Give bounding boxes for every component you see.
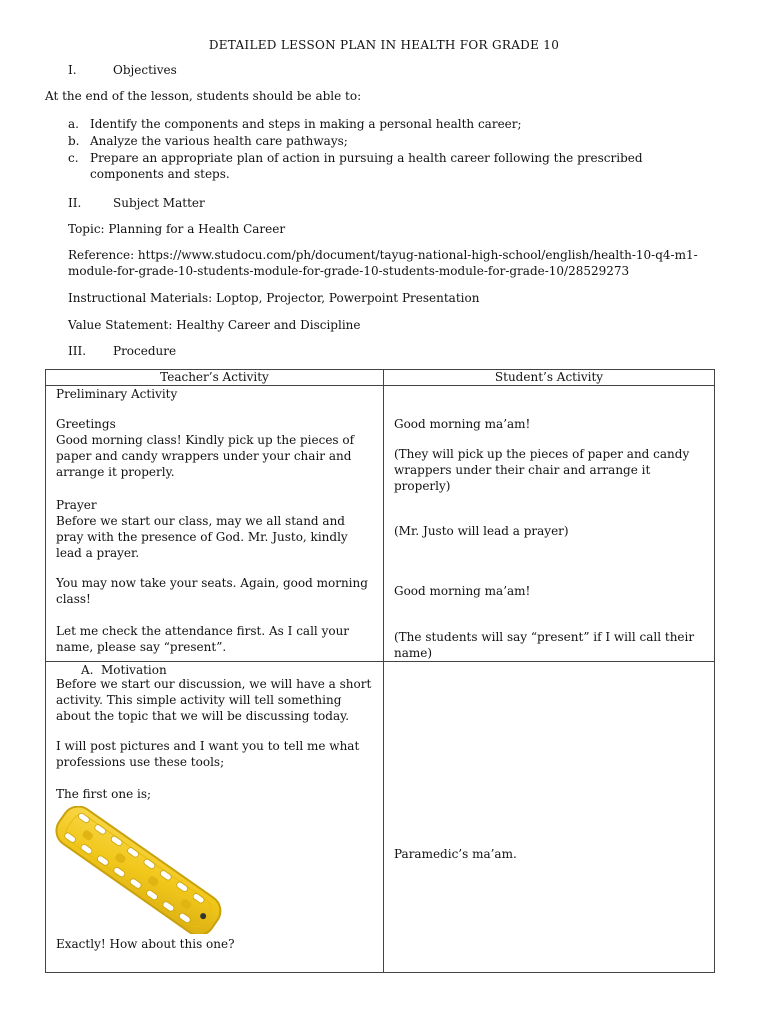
student-cell-preliminary <box>384 386 715 662</box>
list-letter: b. <box>68 134 80 148</box>
spine-board-image <box>52 806 227 934</box>
attendance-text: Let me check the attendance first. As I call your name, please say “present”. <box>56 624 350 654</box>
list-item <box>68 133 718 149</box>
student-greeting-2: Good morning ma’am! <box>394 584 531 598</box>
preliminary-heading: Preliminary Activity <box>56 387 178 401</box>
list-letter: a. <box>68 117 79 131</box>
header-student-activity: Student’s Activity <box>384 370 715 386</box>
objectives-list <box>68 116 718 183</box>
subhead-letter: A. <box>81 663 94 677</box>
prayer-text: Before we start our class, may we all stand and pray with the presence of God. Mr. Justo, kindly lead a prayer. <box>56 514 348 560</box>
student-cell-motivation <box>384 662 715 973</box>
objectives-intro: At the end of the lesson, students should be able to: <box>45 89 362 103</box>
header-teacher-activity: Teacher’s Activity <box>46 370 384 386</box>
motivation-intro: Before we start our discussion, we will have a short activity. This simple activity will tell something about the topic that we will be discussing today. <box>56 677 372 723</box>
list-item <box>68 116 718 132</box>
motivation-exactly: Exactly! How about this one? <box>56 937 235 951</box>
section-number: II. <box>68 196 82 210</box>
document-title: DETAILED LESSON PLAN IN HEALTH FOR GRADE 10 <box>208 38 560 52</box>
section-number: III. <box>68 344 87 358</box>
motivation-first: The first one is; <box>56 787 152 801</box>
list-text: Prepare an appropriate plan of action in pursuing a health career following the prescribed components and steps. <box>90 151 643 181</box>
subhead-label: Motivation <box>101 663 167 677</box>
reference-line-2: module-for-grade-10-students-module-for-grade-10-students-module-for-grade-10/28529273 <box>68 264 630 278</box>
materials-line: Instructional Materials: Loptop, Projector, Powerpoint Presentation <box>68 291 480 305</box>
section-label: Procedure <box>113 344 177 358</box>
student-present: (The students will say “present” if I will call their name) <box>394 630 695 660</box>
value-statement-line: Value Statement: Healthy Career and Discipline <box>68 318 361 332</box>
student-prayer: (Mr. Justo will lead a prayer) <box>394 524 569 538</box>
motivation-post: I will post pictures and I want you to tell me what professions use these tools; <box>56 739 360 769</box>
list-item <box>68 150 718 182</box>
student-paramedic-answer: Paramedic’s ma’am. <box>394 847 517 861</box>
topic-line: Topic: Planning for a Health Career <box>68 222 286 236</box>
student-greeting: Good morning ma’am! <box>394 417 531 431</box>
reference-line-1: Reference: https://www.studocu.com/ph/document/tayug-national-high-school/english/health-10-q4-m1- <box>68 248 698 262</box>
section-label: Subject Matter <box>113 196 205 210</box>
list-text: Analyze the various health care pathways; <box>90 134 348 148</box>
list-text: Identify the components and steps in making a personal health career; <box>90 117 522 131</box>
greetings-heading: Greetings <box>56 417 116 431</box>
section-number: I. <box>68 63 77 77</box>
table-row <box>46 386 715 662</box>
seats-text: You may now take your seats. Again, good morning class! <box>56 576 368 606</box>
section-label: Objectives <box>113 63 177 77</box>
prayer-heading: Prayer <box>56 498 97 512</box>
teacher-cell-preliminary <box>46 386 384 662</box>
student-pick-up: (They will pick up the pieces of paper and candy wrappers under their chair and arrange it properly) <box>394 447 690 493</box>
list-letter: c. <box>68 151 79 165</box>
greetings-text: Good morning class! Kindly pick up the pieces of paper and candy wrappers under your chair and arrange it properly. <box>56 433 355 479</box>
table-header-row <box>46 370 715 386</box>
